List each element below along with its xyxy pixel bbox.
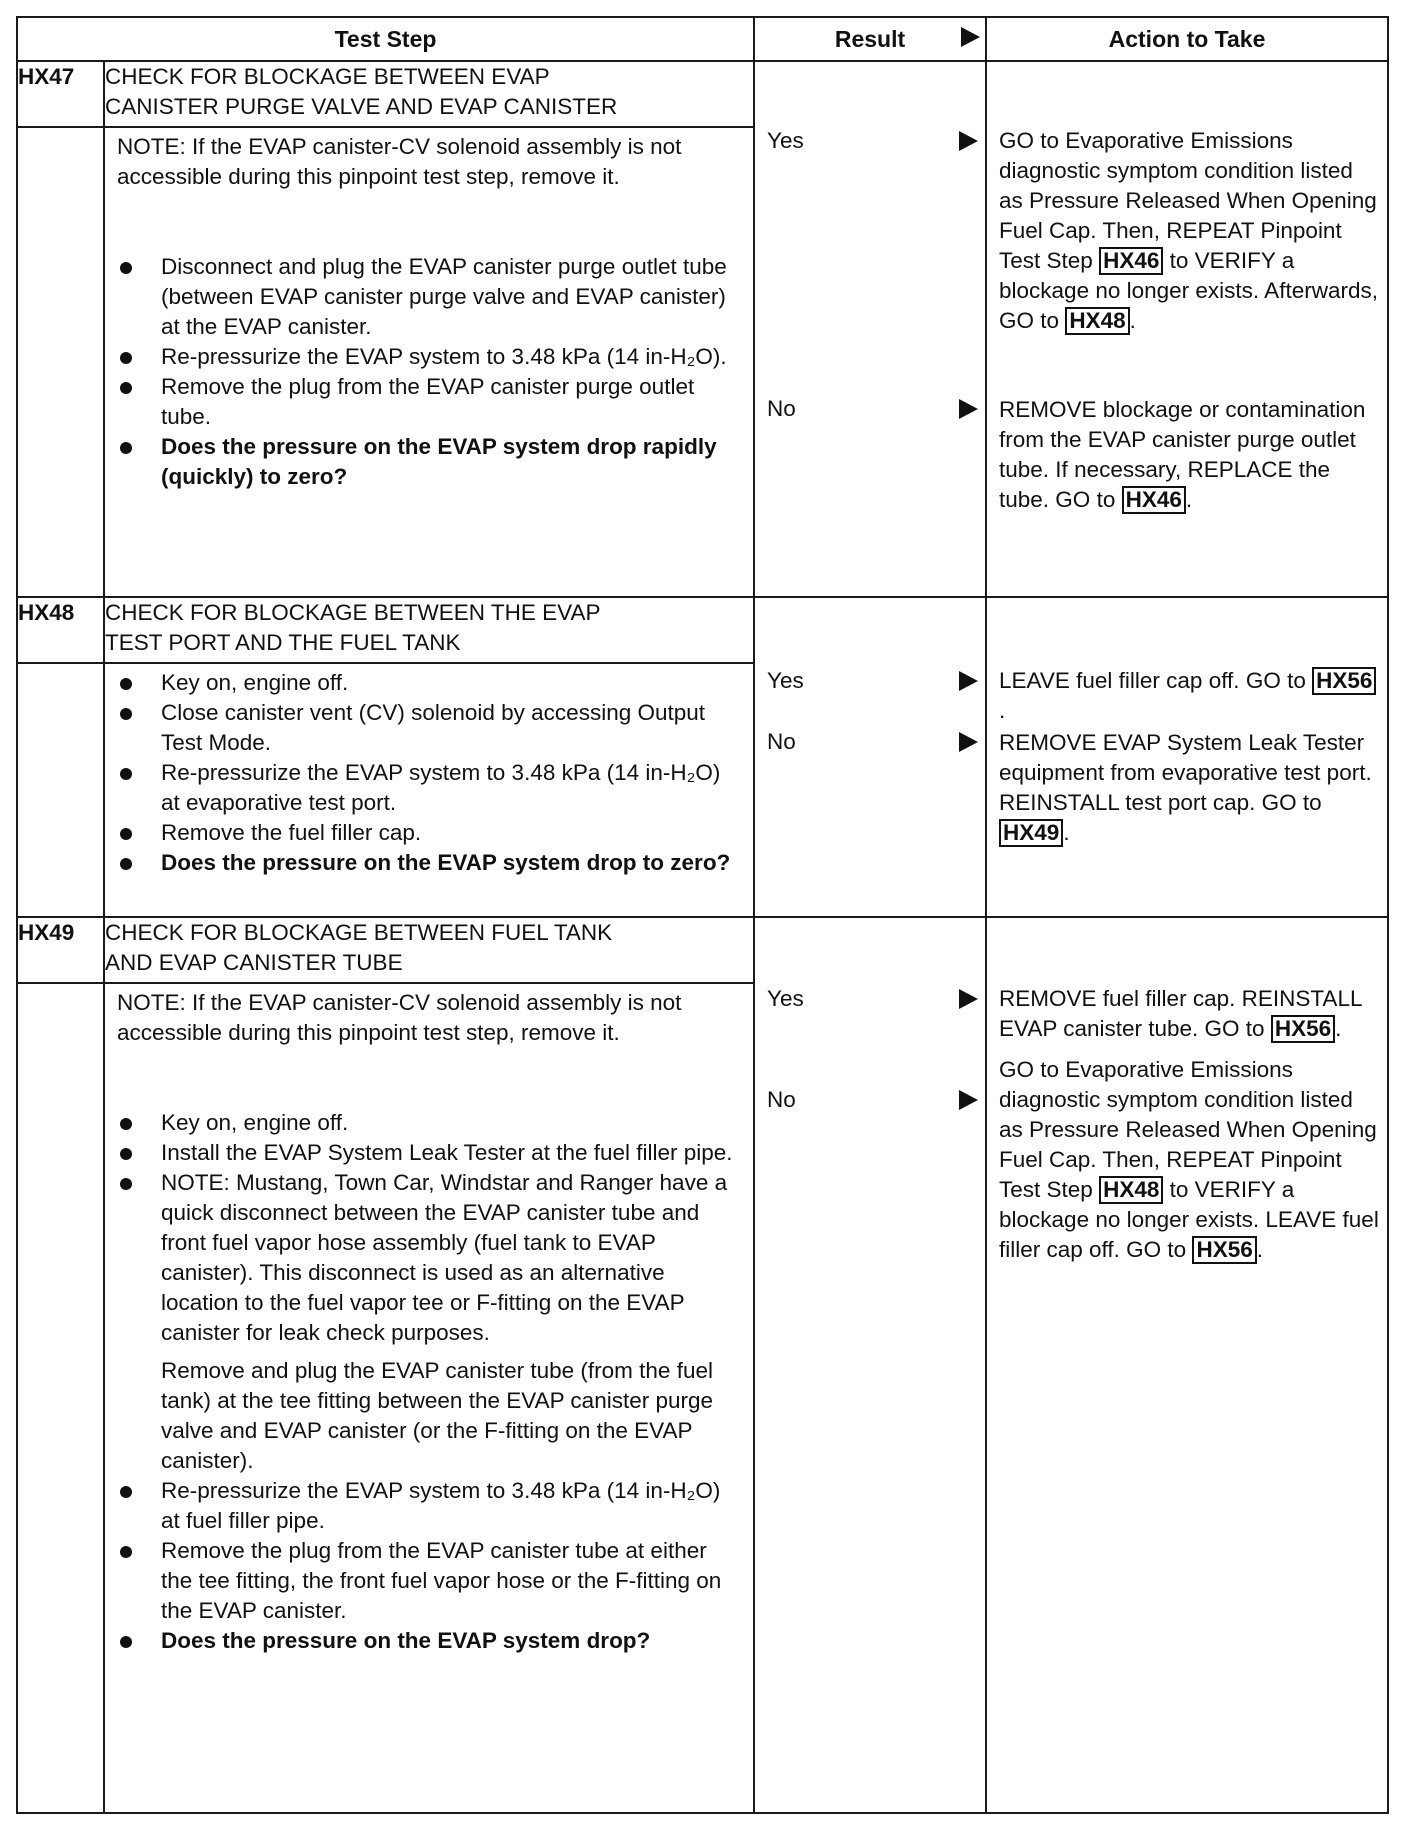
- list-item: Key on, engine off.: [117, 668, 735, 698]
- hx48-yes-label: Yes: [767, 668, 804, 693]
- list-item: Install the EVAP System Leak Tester at the fuel filler pipe.: [117, 1138, 735, 1168]
- hx49-yes: [755, 984, 985, 1014]
- hx49-body: [104, 983, 754, 1813]
- hx47-title-line1: CHECK FOR BLOCKAGE BETWEEN EVAP: [105, 64, 550, 89]
- hx48-title-row: [17, 597, 1388, 663]
- list-item: Re-pressurize the EVAP system to 3.48 kPa (14 in-H₂O) at fuel filler pipe.: [117, 1476, 735, 1536]
- hx47-question: Does the pressure on the EVAP system drop rapidly (quickly) to zero?: [117, 432, 735, 492]
- header-row: [17, 17, 1388, 61]
- hx49-no-label: No: [767, 1087, 796, 1112]
- hx48-bullets: [117, 668, 735, 878]
- header-result-label: Result: [834, 26, 906, 52]
- hx49-yes-action: REMOVE fuel filler cap. REINSTALL EVAP canister tube. GO to HX56 .: [999, 986, 1362, 1041]
- hx49-yes-label: Yes: [767, 986, 804, 1011]
- list-item: Remove the fuel filler cap.: [117, 818, 735, 848]
- hx48-no: [755, 727, 985, 757]
- hx48-question: Does the pressure on the EVAP system drop to zero?: [117, 848, 735, 878]
- hx48-yes-action: LEAVE fuel filler cap off. GO to HX56.: [987, 666, 1387, 726]
- hx48-body: [104, 663, 754, 917]
- hx49-action-cell: [986, 917, 1388, 1813]
- hx47-yes-ref-hx48: HX48: [1065, 307, 1129, 335]
- arrow-right-icon: [957, 988, 979, 1010]
- list-item: Disconnect and plug the EVAP canister purge outlet tube (between EVAP canister purge valve and EVAP canister) at the EVAP canister.: [117, 252, 735, 342]
- hx49-no-ref-hx48: HX48: [1099, 1176, 1163, 1204]
- hx47-yes: [755, 126, 985, 156]
- hx47-yes-action: GO to Evaporative Emissions diagnostic symptom condition listed as Pressure Released When Opening Fuel Cap. Then, REPEAT Pinpoint Test Step HX46 to VERIFY a blockage no longer exists. Afterwards, GO to HX48 .: [999, 128, 1378, 333]
- hx49-question: Does the pressure on the EVAP system drop?: [117, 1626, 735, 1656]
- hx48-no-ref-hx49: HX49: [999, 819, 1063, 847]
- hx48-yes-ref-hx56: HX56: [1312, 667, 1376, 695]
- hx47-title-line2: CANISTER PURGE VALVE AND EVAP CANISTER: [105, 94, 618, 119]
- list-item: Remove the plug from the EVAP canister purge outlet tube.: [117, 372, 735, 432]
- hx48-result-cell: [754, 597, 986, 917]
- list-item: Close canister vent (CV) solenoid by accessing Output Test Mode.: [117, 698, 735, 758]
- hx49-title-row: [17, 917, 1388, 983]
- list-item: NOTE: Mustang, Town Car, Windstar and Ranger have a quick disconnect between the EVAP canister tube and front fuel vapor hose assembly (fuel tank to EVAP canister). This disconnect is used as an alternative location to the fuel vapor tee or F-fitting on the EVAP canister for leak check purposes.: [117, 1168, 735, 1348]
- arrow-right-icon: [957, 670, 979, 692]
- hx49-title-line1: CHECK FOR BLOCKAGE BETWEEN FUEL TANK: [105, 920, 613, 945]
- hx49-note: NOTE: If the EVAP canister-CV solenoid assembly is not accessible during this pinpoint test step, remove it.: [117, 990, 682, 1045]
- hx49-no-ref-hx56: HX56: [1192, 1236, 1256, 1264]
- hx49-no: [755, 1085, 985, 1115]
- arrow-right-icon: [957, 398, 979, 420]
- hx48-action-cell: [986, 597, 1388, 917]
- header-result: [754, 17, 986, 61]
- hx47-result-cell: [754, 61, 986, 597]
- hx47-title-row: [17, 61, 1388, 127]
- hx49-yes-ref-hx56: HX56: [1271, 1015, 1335, 1043]
- hx48-yes: [755, 666, 985, 696]
- hx47-yes-label: Yes: [767, 128, 804, 153]
- hx48-step-id: HX48: [17, 597, 104, 663]
- pinpoint-test-table: [16, 16, 1389, 1814]
- hx47-note: NOTE: If the EVAP canister-CV solenoid assembly is not accessible during this pinpoint test step, remove it.: [117, 134, 682, 189]
- hx49-bullets-a: [117, 1108, 735, 1656]
- hx47-bullets: [117, 252, 735, 492]
- arrow-right-icon: [957, 1089, 979, 1111]
- hx48-no-action: REMOVE EVAP System Leak Tester equipment from evaporative test port. REINSTALL test port cap. GO to HX49 .: [999, 730, 1372, 845]
- arrow-right-icon: [959, 26, 981, 48]
- hx49-paragraph: Remove and plug the EVAP canister tube (from the fuel tank) at the tee fitting between the EVAP canister purge valve and EVAP canister (or the F-fitting on the EVAP canister).: [161, 1358, 714, 1473]
- list-item: Remove the plug from the EVAP canister tube at either the tee fitting, the front fuel vapor hose or the F-fitting on the EVAP canister.: [117, 1536, 735, 1626]
- arrow-right-icon: [957, 731, 979, 753]
- hx47-yes-ref-hx46: HX46: [1099, 247, 1163, 275]
- list-item: Re-pressurize the EVAP system to 3.48 kPa (14 in-H₂O) at evaporative test port.: [117, 758, 735, 818]
- hx47-step-id: HX47: [17, 61, 104, 127]
- hx49-title: [104, 917, 754, 983]
- hx48-no-label: No: [767, 729, 796, 754]
- hx48-title-line1: CHECK FOR BLOCKAGE BETWEEN THE EVAP: [105, 600, 601, 625]
- hx49-step-id: HX49: [17, 917, 104, 983]
- hx48-title: [104, 597, 754, 663]
- hx47-no: [755, 394, 985, 424]
- header-action: Action to Take: [986, 17, 1388, 61]
- arrow-right-icon: [957, 130, 979, 152]
- hx47-no-action: REMOVE blockage or contamination from the EVAP canister purge outlet tube. If necessary, REPLACE the tube. GO to HX46 .: [999, 397, 1366, 512]
- pinpoint-test-page: [16, 16, 1387, 1814]
- hx49-title-line2: AND EVAP CANISTER TUBE: [105, 950, 403, 975]
- list-item: Key on, engine off.: [117, 1108, 735, 1138]
- hx47-no-label: No: [767, 396, 796, 421]
- hx48-title-line2: TEST PORT AND THE FUEL TANK: [105, 630, 461, 655]
- header-test-step: Test Step: [17, 17, 754, 61]
- hx47-action-cell: [986, 61, 1388, 597]
- hx47-no-ref-hx46: HX46: [1122, 486, 1186, 514]
- hx47-title: [104, 61, 754, 127]
- list-item: Re-pressurize the EVAP system to 3.48 kPa (14 in-H₂O).: [117, 342, 735, 372]
- hx49-no-action: GO to Evaporative Emissions diagnostic symptom condition listed as Pressure Released When Opening Fuel Cap. Then, REPEAT Pinpoint Test Step HX48 to VERIFY a blockage no longer exists. LEAVE fuel filler cap off. GO to HX56 .: [999, 1057, 1379, 1262]
- hx47-body: [104, 127, 754, 597]
- hx49-result-cell: [754, 917, 986, 1813]
